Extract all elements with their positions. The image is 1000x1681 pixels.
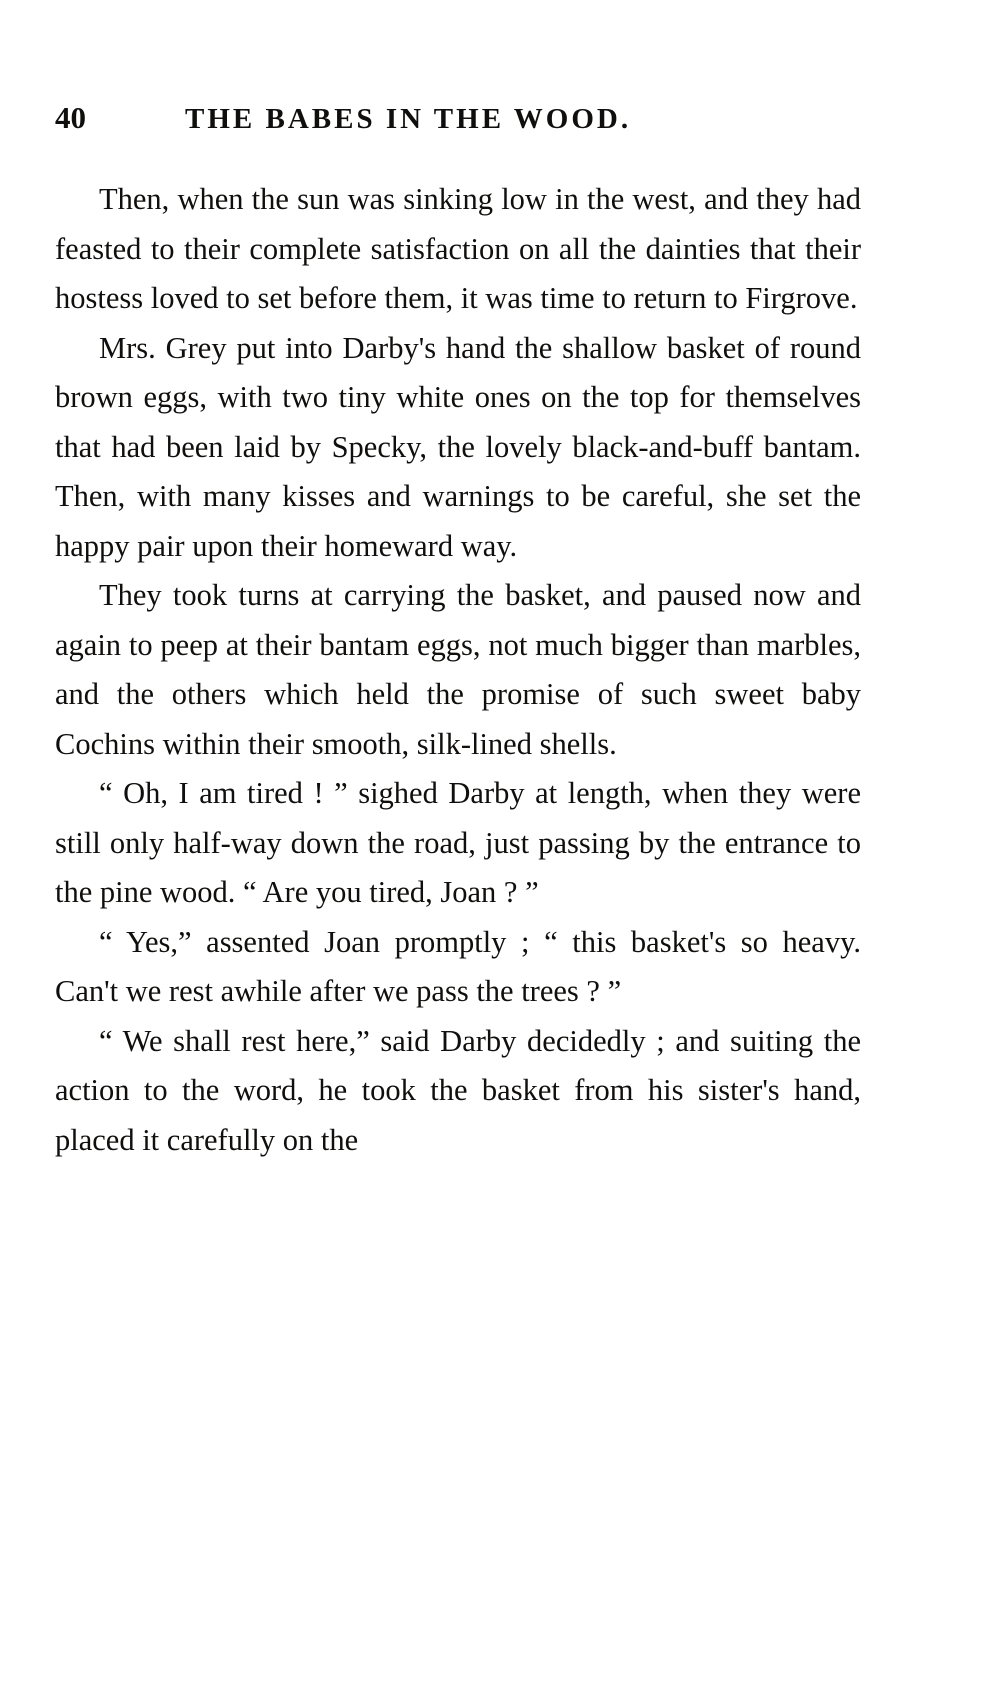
running-head: THE BABES IN THE WOOD.: [185, 103, 632, 135]
paragraph: Then, when the sun was sinking low in the west, and they had feasted to their complete satisfaction on all the dainties that their hostess loved to set before them, it was time to return to Firgrove.: [55, 182, 861, 315]
page-header: [55, 100, 885, 136]
paragraph: Mrs. Grey put into Darby's hand the shallow basket of round brown eggs, with two tiny white ones on the top for themselves that had been laid by Specky, the lovely black-and-buff bantam. Then, with many kisses and warnings to be careful, she set the happy pair upon their homeward way.: [55, 330, 861, 563]
paragraph: “ We shall rest here,” said Darby decidedly ; and suiting the action to the word, he took the basket from his sister's hand, placed it carefully on the: [55, 1023, 861, 1157]
paragraph: “ Oh, I am tired ! ” sighed Darby at length, when they were still only half-way down the road, just passing by the entrance to the pine wood. “ Are you tired, Joan ? ”: [55, 776, 861, 909]
paragraph: “ Yes,” assented Joan promptly ; “ this basket's so heavy. Can't we rest awhile after we pass the trees ? ”: [55, 924, 861, 1008]
page-number: 40: [55, 100, 86, 135]
page-body: [55, 175, 861, 1165]
paragraph: They took turns at carrying the basket, and paused now and again to peep at their bantam eggs, not much bigger than marbles, and the others which held the promise of such sweet baby Cochins within their smooth, silk-lined shells.: [55, 578, 861, 761]
